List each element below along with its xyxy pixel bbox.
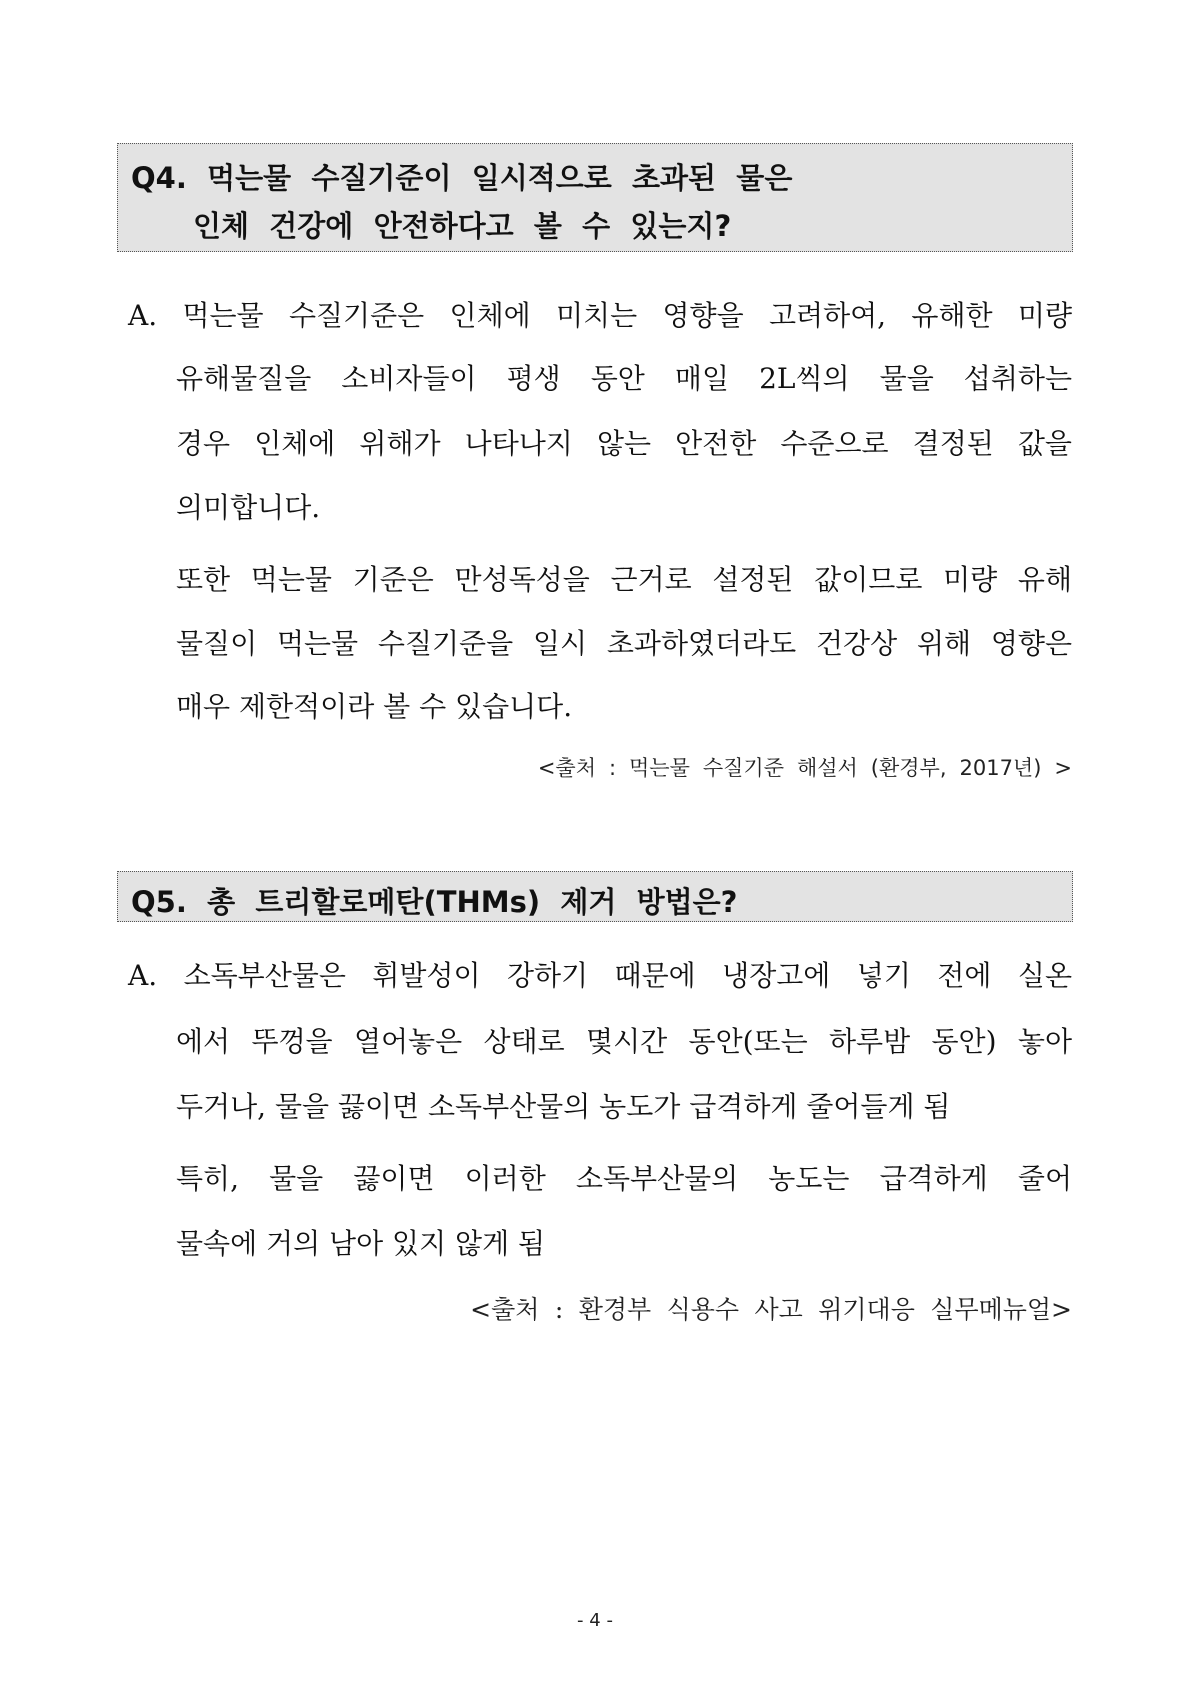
q5-source: <출처 : 환경부 식용수 사고 위기대응 실무메뉴얼> bbox=[470, 1295, 1072, 1324]
q4-answer-line6: 물질이 먹는물 수질기준을 일시 초과하였더라도 건강상 위해 영향은 bbox=[176, 627, 1072, 660]
q4-question-line2: 인체 건강에 안전하다고 볼 수 있는지? bbox=[193, 209, 732, 243]
q5-answer-line1: A. 소독부산물은 휘발성이 강하기 때문에 냉장고에 넣기 전에 실온 bbox=[128, 959, 1072, 992]
page-number: - 4 - bbox=[577, 1610, 613, 1631]
q5-answer-line3: 두거나, 물을 끓이면 소독부산물의 농도가 급격하게 줄어들게 됨 bbox=[176, 1090, 951, 1123]
q4-answer-line5: 또한 먹는물 기준은 만성독성을 근거로 설정된 값이므로 미량 유해 bbox=[176, 563, 1072, 596]
q5-answer-line2: 에서 뚜껑을 열어놓은 상태로 몇시간 동안(또는 하루밤 동안) 놓아 bbox=[176, 1025, 1072, 1058]
q4-answer-line1: A. 먹는물 수질기준은 인체에 미치는 영향을 고려하여, 유해한 미량 bbox=[128, 299, 1072, 332]
q4-source: <출처 : 먹는물 수질기준 해설서 (환경부, 2017년) > bbox=[537, 756, 1072, 780]
q5-question-box bbox=[117, 871, 1073, 922]
q4-answer-line7: 매우 제한적이라 볼 수 있습니다. bbox=[176, 690, 573, 723]
q5-question-line1: Q5. 총 트리할로메탄(THMs) 제거 방법은? bbox=[131, 885, 738, 919]
q4-answer-line2: 유해물질을 소비자들이 평생 동안 매일 2L씩의 물을 섭취하는 bbox=[176, 362, 1072, 395]
q5-answer-line5: 물속에 거의 남아 있지 않게 됨 bbox=[176, 1227, 546, 1260]
q4-answer-line4: 의미합니다. bbox=[176, 491, 321, 524]
q4-question-box bbox=[117, 143, 1073, 252]
q5-answer-line4: 특히, 물을 끓이면 이러한 소독부산물의 농도는 급격하게 줄어 bbox=[176, 1162, 1072, 1195]
q4-question-line1: Q4. 먹는물 수질기준이 일시적으로 초과된 물은 bbox=[131, 161, 793, 195]
q4-answer-line3: 경우 인체에 위해가 나타나지 않는 안전한 수준으로 결정된 값을 bbox=[176, 427, 1072, 460]
